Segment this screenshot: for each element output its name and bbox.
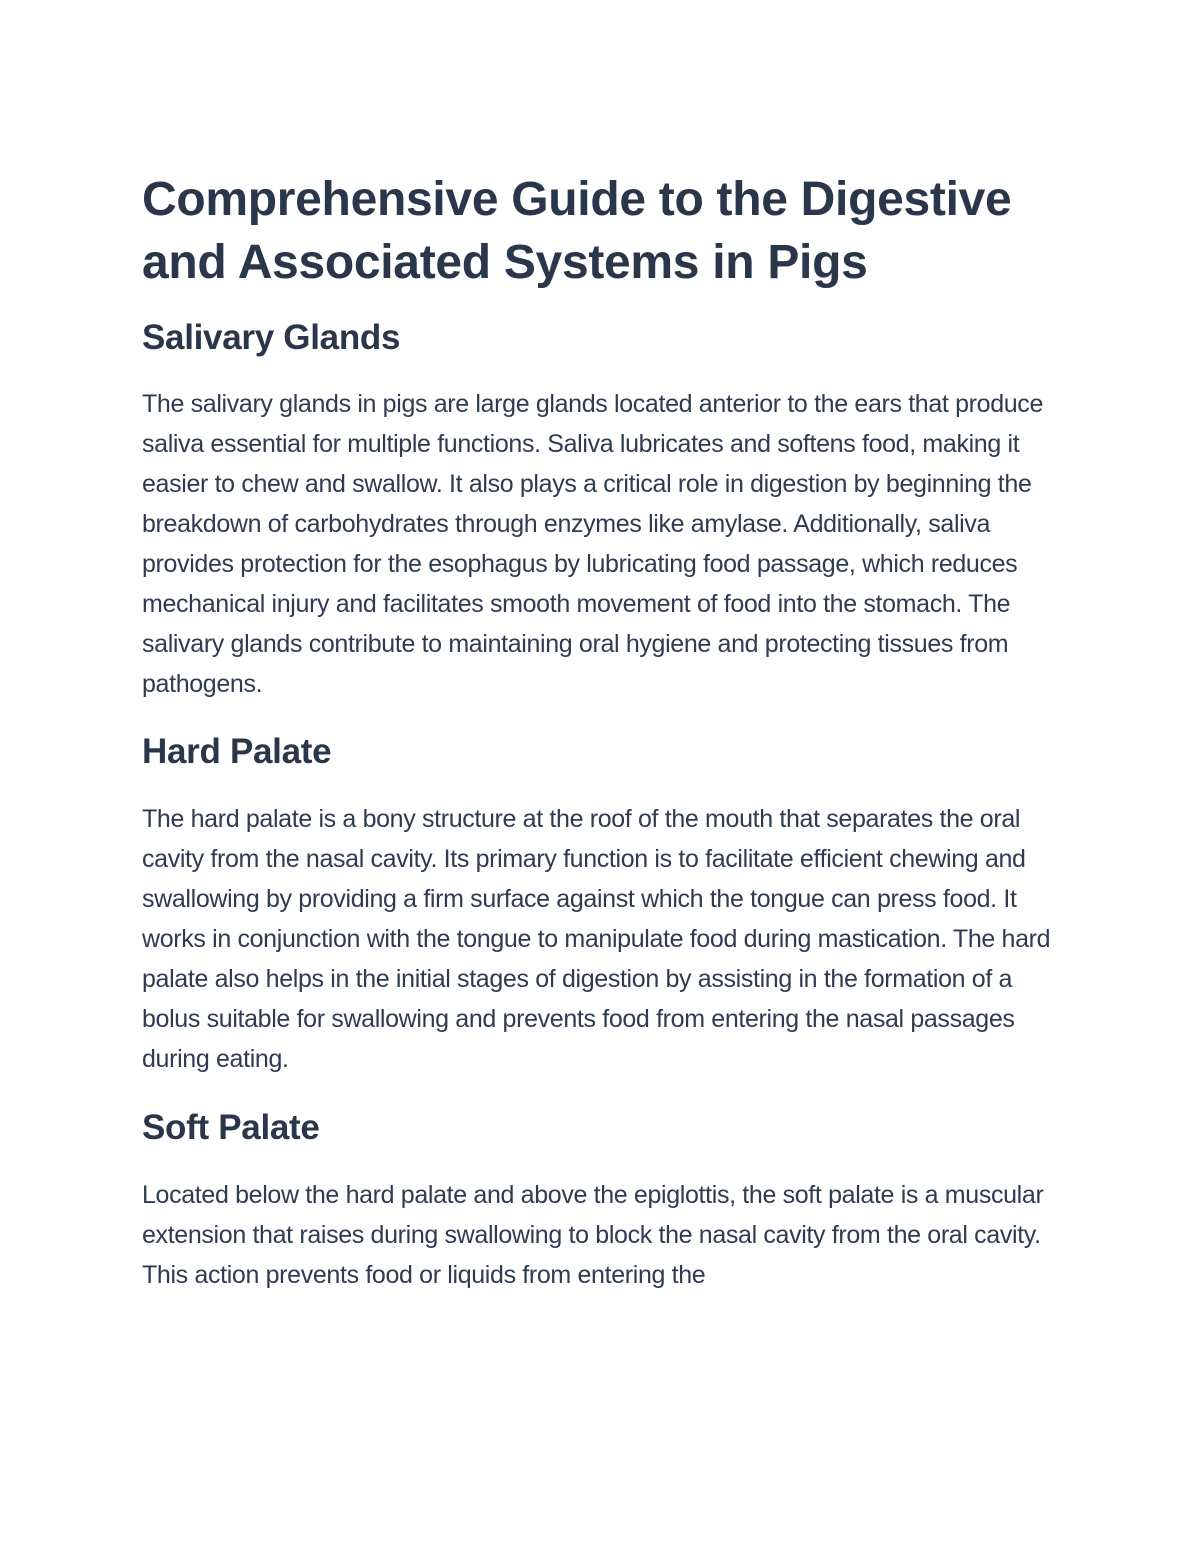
section-heading: Hard Palate <box>142 732 332 771</box>
section-paragraph: Located below the hard palate and above the epiglottis, the soft palate is a muscular extension that raises during swallowing to block the nasal cavity from the oral cavity. This action prevents food or liquids from entering the <box>142 1181 1044 1289</box>
section-paragraph: The hard palate is a bony structure at the roof of the mouth that separates the oral cavity from the nasal cavity. Its primary function is to facilitate efficient chewing and swallowing by providing a firm surface against which the tongue can press food. It works in conjunction with the tongue to manipulate food during mastication. The hard palate also helps in the initial stages of digestion by assisting in the formation of a bolus suitable for swallowing and prevents food from entering the nasal passages during eating. <box>142 805 1051 1073</box>
document-content <box>142 168 1062 1295</box>
section-heading: Salivary Glands <box>142 318 401 357</box>
section-soft-palate <box>142 1106 1062 1295</box>
document-title: Comprehensive Guide to the Digestive and Associated Systems in Pigs <box>142 173 1012 289</box>
section-heading: Soft Palate <box>142 1108 320 1147</box>
section-salivary-glands <box>142 316 1062 704</box>
section-paragraph: The salivary glands in pigs are large glands located anterior to the ears that produce saliva essential for multiple functions. Saliva lubricates and softens food, making it easier to chew and swallow. It also plays a critical role in digestion by beginning the breakdown of carbohydrates through enzymes like amylase. Additionally, saliva provides protection for the esophagus by lubricating food passage, which reduces mechanical injury and facilitates smooth movement of food into the stomach. The salivary glands contribute to maintaining oral hygiene and protecting tissues from pathogens. <box>142 390 1044 698</box>
section-hard-palate <box>142 730 1062 1079</box>
